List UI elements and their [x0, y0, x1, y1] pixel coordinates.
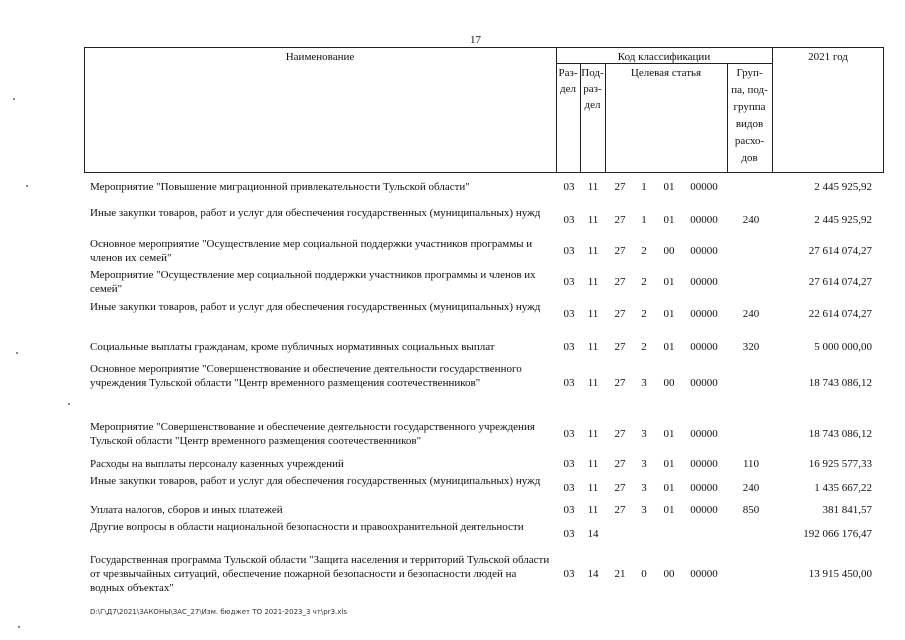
scan-speck	[18, 626, 20, 628]
row-code-r: 03	[563, 458, 575, 470]
row-code-r: 03	[563, 245, 575, 257]
row-name: Иные закупки товаров, работ и услуг для обеспечения государственных (муниципальных) нужд	[90, 301, 541, 313]
header-podrazdel: Под- раз- дел	[581, 67, 604, 111]
row-code-d: 00000	[690, 276, 718, 288]
row-code-r: 03	[563, 214, 575, 226]
row-code-p: 11	[587, 308, 599, 320]
row-code-d: 00000	[690, 458, 718, 470]
header-code: Код классификации	[617, 51, 711, 63]
scan-speck	[26, 185, 28, 187]
row-code-a: 21	[614, 568, 626, 580]
table-row	[0, 520, 905, 548]
row-code-p: 14	[587, 568, 599, 580]
row-code-r: 03	[563, 568, 575, 580]
row-code-r: 03	[563, 308, 575, 320]
row-name: Основное мероприятие "Совершенствование и обеспечение деятельности государственного учреждения Тульской области "Центр временного размещения соотечественников"	[90, 363, 522, 389]
row-code-b: 2	[641, 245, 647, 257]
row-code-a: 27	[614, 428, 626, 440]
row-code-b: 3	[641, 377, 647, 389]
table-row	[0, 300, 905, 328]
row-code-d: 00000	[690, 568, 718, 580]
row-code-d: 00000	[690, 428, 718, 440]
row-amount: 27 614 074,27	[808, 276, 872, 288]
row-code-d: 00000	[690, 308, 718, 320]
row-code-r: 03	[563, 341, 575, 353]
header-celevaya: Целевая статья	[630, 67, 702, 79]
row-code-d: 00000	[690, 341, 718, 353]
row-code-c: 01	[663, 276, 675, 288]
row-code-c: 01	[663, 308, 675, 320]
row-code-a: 27	[614, 245, 626, 257]
row-name: Мероприятие "Повышение миграционной привлекательности Тульской области"	[90, 181, 470, 193]
row-amount: 27 614 074,27	[808, 245, 872, 257]
row-code-p: 14	[587, 528, 599, 540]
row-code-c: 00	[663, 568, 675, 580]
table-row	[0, 237, 905, 265]
row-code-d: 00000	[690, 482, 718, 494]
file-path: D:\Г\Д7\2021\ЗАКОНЫ\ЗАС_27\Изм. бюджет ТО 2021-2023_3 чт\pr3.xls	[90, 608, 347, 616]
row-code-b: 0	[641, 568, 647, 580]
row-name: Другие вопросы в области национальной безопасности и правоохранительной деятельности	[90, 521, 524, 533]
row-name: Мероприятие "Совершенствование и обеспечение деятельности государственного учреждения Тульской области "Центр временного размещения соотечественников"	[90, 421, 535, 447]
row-code-a: 27	[614, 341, 626, 353]
header-gruppa: Груп- па, под- группа видов расхо- дов	[731, 67, 768, 164]
header-year: 2021 год	[808, 51, 848, 63]
row-code-c: 01	[663, 214, 675, 226]
row-code-c: 01	[663, 181, 675, 193]
row-code-b: 1	[641, 214, 647, 226]
row-code-p: 11	[587, 276, 599, 288]
row-name: Основное мероприятие "Осуществление мер социальной поддержки участников программы и членов их семей"	[90, 238, 533, 264]
row-code-a: 27	[614, 504, 626, 516]
row-code-p: 11	[587, 245, 599, 257]
header-name: Наименование	[285, 51, 355, 63]
row-code-d: 00000	[690, 181, 718, 193]
scan-speck	[13, 98, 15, 100]
row-code-b: 3	[641, 482, 647, 494]
row-code-d: 00000	[690, 214, 718, 226]
row-amount: 381 841,57	[822, 504, 872, 516]
row-code-r: 03	[563, 528, 575, 540]
row-code-b: 2	[641, 341, 647, 353]
row-code-a: 27	[614, 181, 626, 193]
row-code-c: 01	[663, 504, 675, 516]
scan-speck	[16, 352, 18, 354]
row-amount: 22 614 074,27	[808, 308, 872, 320]
row-name: Иные закупки товаров, работ и услуг для обеспечения государственных (муниципальных) нужд	[90, 475, 541, 487]
header-bottom-border	[84, 172, 884, 173]
table-row	[0, 420, 905, 448]
row-code-b: 1	[641, 181, 647, 193]
table-row	[0, 503, 905, 517]
row-code-b: 2	[641, 276, 647, 288]
table-header	[84, 47, 884, 173]
table-row	[0, 553, 905, 595]
row-code-r: 03	[563, 428, 575, 440]
row-code-b: 3	[641, 428, 647, 440]
row-code-a: 27	[614, 214, 626, 226]
row-code-d: 00000	[690, 245, 718, 257]
row-code-r: 03	[563, 504, 575, 516]
row-code-g: 850	[742, 504, 760, 516]
row-code-r: 03	[563, 276, 575, 288]
row-code-r: 03	[563, 377, 575, 389]
row-code-p: 11	[587, 214, 599, 226]
row-code-p: 11	[587, 181, 599, 193]
row-code-p: 11	[587, 341, 599, 353]
row-amount: 1 435 667,22	[814, 482, 872, 494]
row-code-p: 11	[587, 504, 599, 516]
row-name: Государственная программа Тульской области "Защита населения и территорий Тульской области от чрезвычайных ситуаций, обеспечение пожарной безопасности и безопасности людей на водных объектах"	[90, 554, 550, 594]
header-razdel: Раз- дел	[558, 67, 578, 95]
row-amount: 192 066 176,47	[803, 528, 872, 540]
row-code-c: 01	[663, 341, 675, 353]
row-code-a: 27	[614, 276, 626, 288]
row-code-g: 240	[742, 214, 760, 226]
row-code-g: 320	[742, 341, 760, 353]
row-name: Уплата налогов, сборов и иных платежей	[90, 504, 283, 516]
table-row	[0, 457, 905, 471]
row-code-c: 01	[663, 428, 675, 440]
row-amount: 16 925 577,33	[808, 458, 872, 470]
row-amount: 18 743 086,12	[808, 377, 872, 389]
row-code-d: 00000	[690, 377, 718, 389]
row-name: Иные закупки товаров, работ и услуг для обеспечения государственных (муниципальных) нужд	[90, 207, 541, 219]
row-code-c: 00	[663, 377, 675, 389]
table-row	[0, 362, 905, 404]
header-left-border	[84, 47, 85, 173]
table-row	[0, 474, 905, 502]
header-right-border	[883, 47, 884, 173]
row-code-b: 3	[641, 458, 647, 470]
row-code-r: 03	[563, 181, 575, 193]
row-code-c: 01	[663, 458, 675, 470]
row-name: Расходы на выплаты персоналу казенных учреждений	[90, 458, 344, 470]
scan-speck	[68, 403, 70, 405]
row-code-b: 3	[641, 504, 647, 516]
row-code-a: 27	[614, 377, 626, 389]
row-amount: 13 915 450,00	[808, 568, 872, 580]
row-amount: 2 445 925,92	[814, 214, 872, 226]
row-code-c: 00	[663, 245, 675, 257]
row-code-a: 27	[614, 458, 626, 470]
table-row	[0, 340, 905, 354]
row-amount: 2 445 925,92	[814, 181, 872, 193]
row-code-d: 00000	[690, 504, 718, 516]
row-code-p: 11	[587, 428, 599, 440]
table-row	[0, 206, 905, 234]
row-code-g: 240	[742, 482, 760, 494]
row-name: Мероприятие "Осуществление мер социальной поддержки участников программы и членов их семей"	[90, 269, 536, 295]
row-code-c: 01	[663, 482, 675, 494]
row-code-g: 240	[742, 308, 760, 320]
row-code-g: 110	[742, 458, 760, 470]
page-number: 17	[470, 34, 481, 46]
table-row	[0, 180, 905, 194]
row-name: Социальные выплаты гражданам, кроме публичных нормативных социальных выплат	[90, 341, 495, 353]
row-code-p: 11	[587, 377, 599, 389]
row-code-r: 03	[563, 482, 575, 494]
row-amount: 5 000 000,00	[814, 341, 872, 353]
row-code-a: 27	[614, 308, 626, 320]
table-row	[0, 268, 905, 296]
row-code-p: 11	[587, 458, 599, 470]
row-code-b: 2	[641, 308, 647, 320]
header-divider	[772, 47, 773, 173]
row-code-a: 27	[614, 482, 626, 494]
row-amount: 18 743 086,12	[808, 428, 872, 440]
header-top-border	[84, 47, 884, 48]
row-code-p: 11	[587, 482, 599, 494]
